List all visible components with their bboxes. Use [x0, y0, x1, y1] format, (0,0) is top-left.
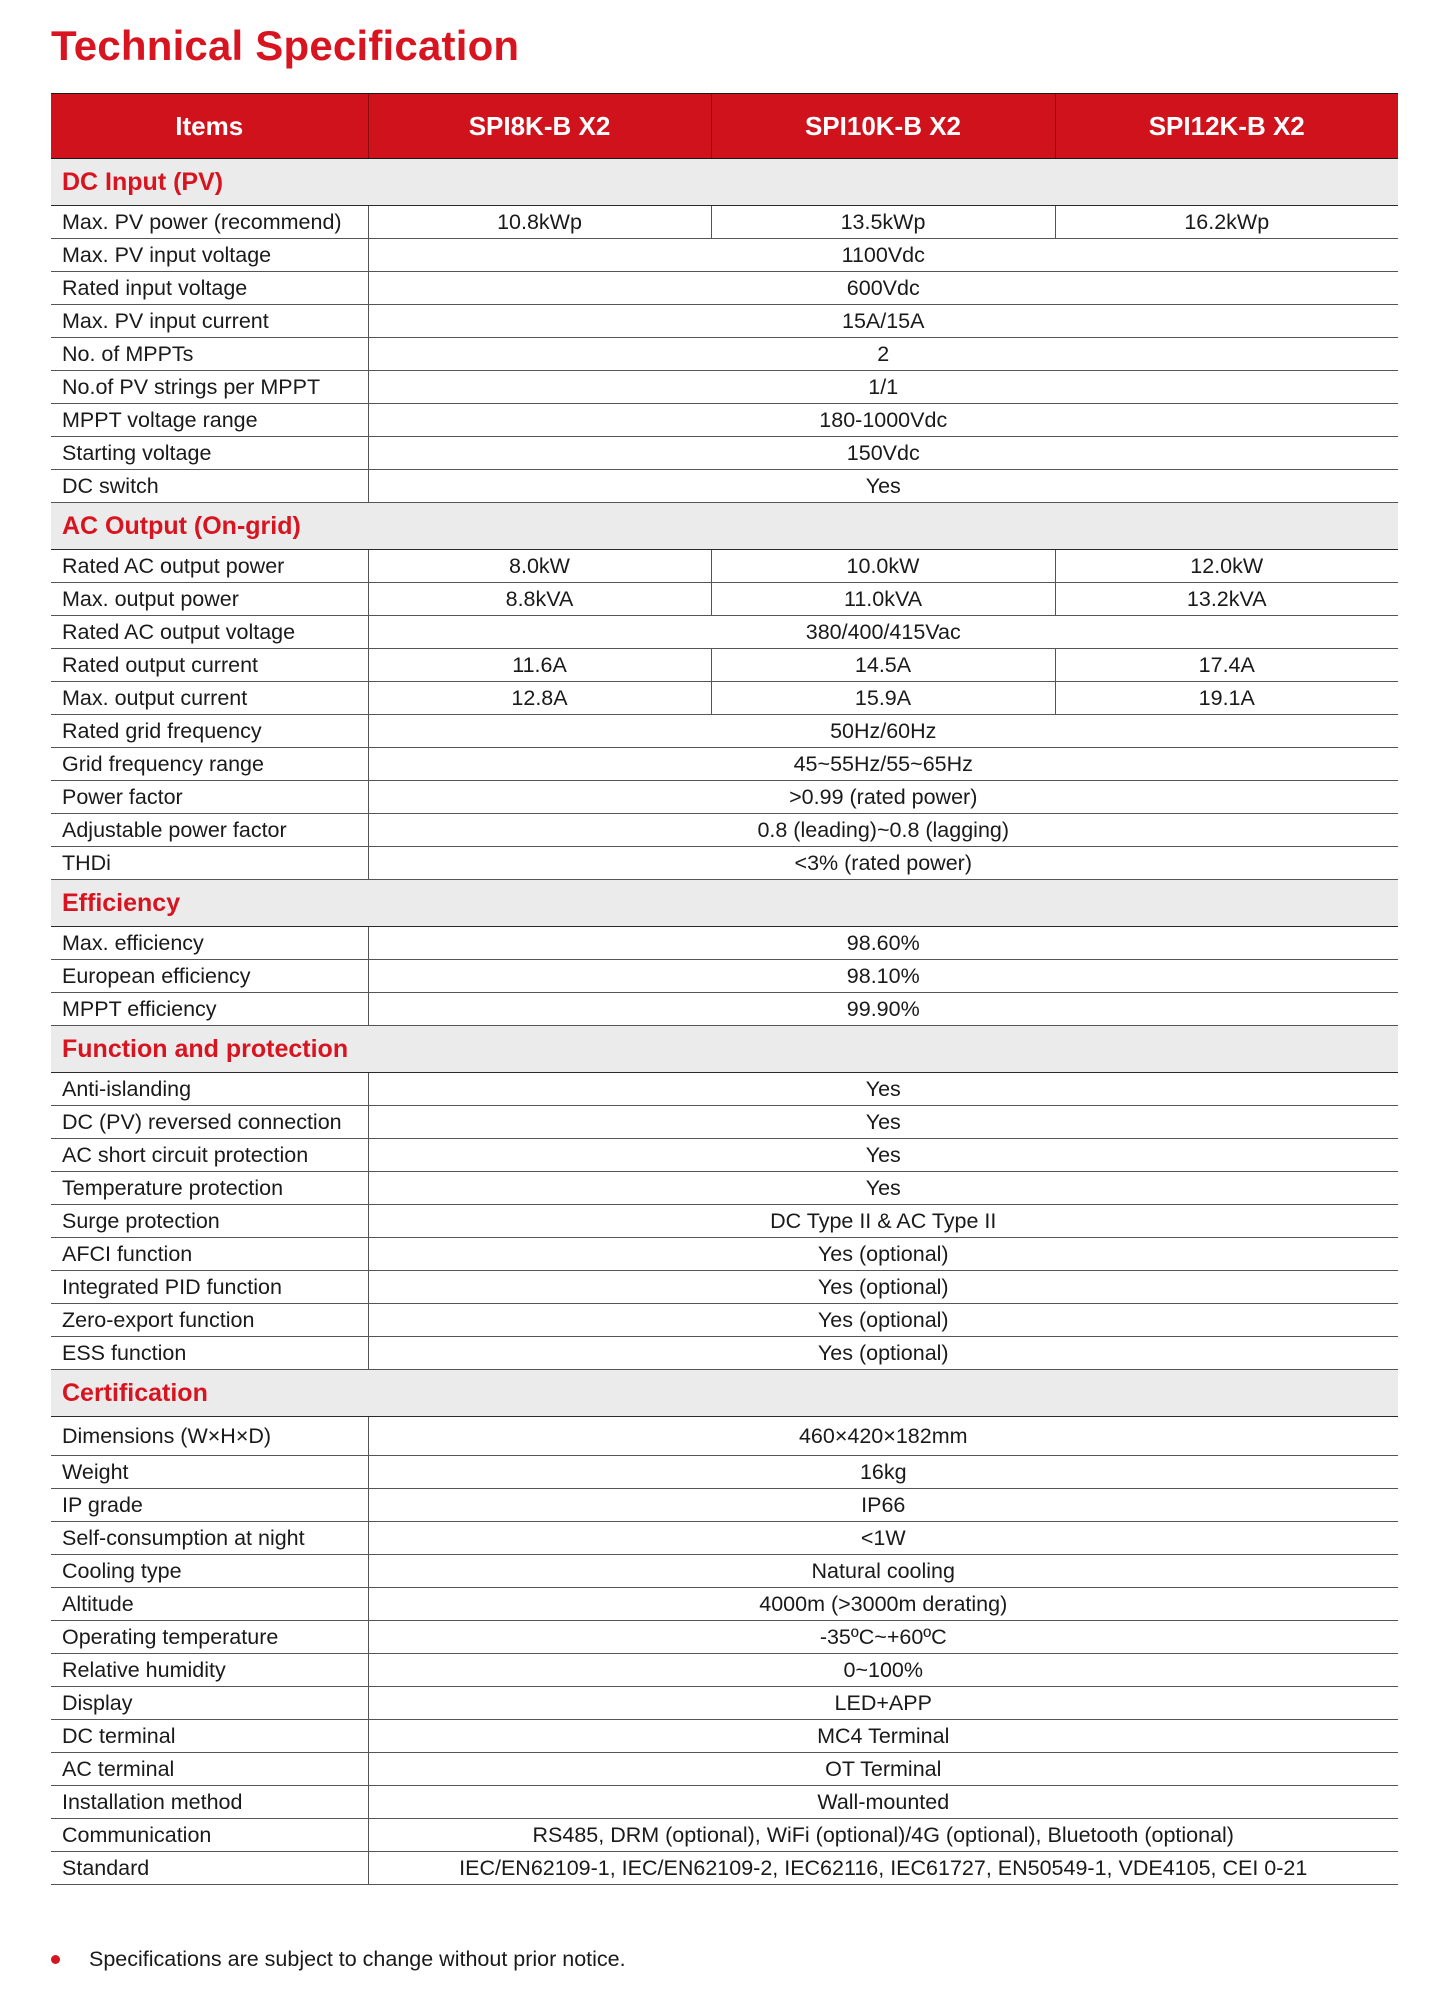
row-label: Altitude	[51, 1588, 368, 1621]
row-value: 98.60%	[368, 927, 1398, 960]
table-row	[51, 1687, 1398, 1720]
table-row	[51, 272, 1398, 305]
row-label: AC terminal	[51, 1753, 368, 1786]
row-label: Rated AC output power	[51, 550, 368, 583]
table-row	[51, 1753, 1398, 1786]
table-row	[51, 550, 1398, 583]
row-value: 16.2kWp	[1055, 206, 1398, 239]
row-label: Relative humidity	[51, 1654, 368, 1687]
row-label: Surge protection	[51, 1205, 368, 1238]
row-value: DC Type II & AC Type II	[368, 1205, 1398, 1238]
row-value: 10.8kWp	[368, 206, 711, 239]
table-row	[51, 1106, 1398, 1139]
table-row	[51, 470, 1398, 503]
row-label: No.of PV strings per MPPT	[51, 371, 368, 404]
row-value: -35ºC~+60ºC	[368, 1621, 1398, 1654]
row-value: 13.2kVA	[1055, 583, 1398, 616]
row-label: MPPT efficiency	[51, 993, 368, 1026]
row-label: Rated AC output voltage	[51, 616, 368, 649]
row-label: ESS function	[51, 1337, 368, 1370]
row-label: Anti-islanding	[51, 1073, 368, 1106]
row-value: 17.4A	[1055, 649, 1398, 682]
table-header-row	[51, 94, 1398, 159]
table-row	[51, 1588, 1398, 1621]
row-label: Max. output power	[51, 583, 368, 616]
row-label: AC short circuit protection	[51, 1139, 368, 1172]
row-value: Yes	[368, 1139, 1398, 1172]
row-label: Installation method	[51, 1786, 368, 1819]
table-row	[51, 616, 1398, 649]
table-row	[51, 781, 1398, 814]
header-model-1: SPI8K-B X2	[368, 94, 711, 159]
row-label: Max. PV power (recommend)	[51, 206, 368, 239]
table-row	[51, 993, 1398, 1026]
bullet-icon	[51, 1955, 60, 1964]
table-row	[51, 715, 1398, 748]
row-label: No. of MPPTs	[51, 338, 368, 371]
row-label: Operating temperature	[51, 1621, 368, 1654]
table-row	[51, 1417, 1398, 1456]
row-value: 1/1	[368, 371, 1398, 404]
section-title: AC Output (On-grid)	[51, 503, 1398, 550]
table-row	[51, 1720, 1398, 1753]
row-label: Standard	[51, 1852, 368, 1885]
row-value: 600Vdc	[368, 272, 1398, 305]
footnote-text: Specifications are subject to change without prior notice.	[89, 1947, 626, 1971]
row-label: European efficiency	[51, 960, 368, 993]
row-label: Weight	[51, 1456, 368, 1489]
row-label: MPPT voltage range	[51, 404, 368, 437]
table-row	[51, 371, 1398, 404]
row-value: Yes	[368, 1106, 1398, 1139]
table-row	[51, 1172, 1398, 1205]
section-header-row	[51, 880, 1398, 927]
section-header-row	[51, 159, 1398, 206]
row-value: 180-1000Vdc	[368, 404, 1398, 437]
row-value: 50Hz/60Hz	[368, 715, 1398, 748]
row-value: 11.6A	[368, 649, 711, 682]
row-value: 19.1A	[1055, 682, 1398, 715]
row-value: Yes	[368, 1073, 1398, 1106]
table-row	[51, 1139, 1398, 1172]
table-row	[51, 682, 1398, 715]
page-title: Technical Specification	[51, 22, 520, 69]
row-label: DC switch	[51, 470, 368, 503]
row-label: Rated input voltage	[51, 272, 368, 305]
section-title: Certification	[51, 1370, 1398, 1417]
table-row	[51, 1456, 1398, 1489]
row-value: 15.9A	[711, 682, 1055, 715]
table-row	[51, 1522, 1398, 1555]
row-value: 45~55Hz/55~65Hz	[368, 748, 1398, 781]
row-label: Max. output current	[51, 682, 368, 715]
row-value: Wall-mounted	[368, 1786, 1398, 1819]
table-row	[51, 1654, 1398, 1687]
row-label: Max. efficiency	[51, 927, 368, 960]
footnote	[51, 1947, 626, 1972]
row-value: 8.0kW	[368, 550, 711, 583]
table-row	[51, 239, 1398, 272]
table-row	[51, 960, 1398, 993]
row-value: 0~100%	[368, 1654, 1398, 1687]
section-header-row	[51, 1370, 1398, 1417]
row-value: Yes	[368, 1172, 1398, 1205]
header-model-2: SPI10K-B X2	[711, 94, 1055, 159]
row-value: IEC/EN62109-1, IEC/EN62109-2, IEC62116, IEC61727, EN50549-1, VDE4105, CEI 0-21	[368, 1852, 1398, 1885]
row-label: Dimensions (W×H×D)	[51, 1417, 368, 1456]
row-value: 12.8A	[368, 682, 711, 715]
section-title: DC Input (PV)	[51, 159, 1398, 206]
table-row	[51, 1555, 1398, 1588]
row-label: Adjustable power factor	[51, 814, 368, 847]
row-value: Yes	[368, 470, 1398, 503]
table-row	[51, 1621, 1398, 1654]
spec-table	[51, 93, 1398, 1885]
row-value: 15A/15A	[368, 305, 1398, 338]
row-label: Rated grid frequency	[51, 715, 368, 748]
row-label: IP grade	[51, 1489, 368, 1522]
row-label: Starting voltage	[51, 437, 368, 470]
section-title: Function and protection	[51, 1026, 1398, 1073]
row-label: AFCI function	[51, 1238, 368, 1271]
table-row	[51, 748, 1398, 781]
section-header-row	[51, 503, 1398, 550]
row-value: 8.8kVA	[368, 583, 711, 616]
table-row	[51, 1337, 1398, 1370]
row-label: Max. PV input current	[51, 305, 368, 338]
spec-body	[51, 159, 1398, 1885]
row-value: 99.90%	[368, 993, 1398, 1026]
row-label: THDi	[51, 847, 368, 880]
row-label: Self-consumption at night	[51, 1522, 368, 1555]
section-title: Efficiency	[51, 880, 1398, 927]
row-value: OT Terminal	[368, 1753, 1398, 1786]
table-row	[51, 814, 1398, 847]
row-value: 0.8 (leading)~0.8 (lagging)	[368, 814, 1398, 847]
row-label: Temperature protection	[51, 1172, 368, 1205]
row-value: 2	[368, 338, 1398, 371]
row-value: Yes (optional)	[368, 1304, 1398, 1337]
row-value: 10.0kW	[711, 550, 1055, 583]
row-value: <1W	[368, 1522, 1398, 1555]
row-value: Natural cooling	[368, 1555, 1398, 1588]
row-value: 12.0kW	[1055, 550, 1398, 583]
table-row	[51, 338, 1398, 371]
table-row	[51, 305, 1398, 338]
table-row	[51, 404, 1398, 437]
section-header-row	[51, 1026, 1398, 1073]
row-value: 16kg	[368, 1456, 1398, 1489]
header-items: Items	[51, 94, 368, 159]
row-value: RS485, DRM (optional), WiFi (optional)/4G (optional), Bluetooth (optional)	[368, 1819, 1398, 1852]
row-label: Integrated PID function	[51, 1271, 368, 1304]
row-value: 98.10%	[368, 960, 1398, 993]
table-row	[51, 1238, 1398, 1271]
row-value: 14.5A	[711, 649, 1055, 682]
row-label: Max. PV input voltage	[51, 239, 368, 272]
row-value: IP66	[368, 1489, 1398, 1522]
row-value: 380/400/415Vac	[368, 616, 1398, 649]
row-label: DC (PV) reversed connection	[51, 1106, 368, 1139]
header-model-3: SPI12K-B X2	[1055, 94, 1398, 159]
row-label: Cooling type	[51, 1555, 368, 1588]
row-value: 1100Vdc	[368, 239, 1398, 272]
row-value: 11.0kVA	[711, 583, 1055, 616]
table-row	[51, 206, 1398, 239]
row-value: >0.99 (rated power)	[368, 781, 1398, 814]
row-label: Zero-export function	[51, 1304, 368, 1337]
table-row	[51, 1819, 1398, 1852]
table-row	[51, 1205, 1398, 1238]
row-value: MC4 Terminal	[368, 1720, 1398, 1753]
table-row	[51, 1852, 1398, 1885]
table-row	[51, 1489, 1398, 1522]
table-row	[51, 1786, 1398, 1819]
row-label: Power factor	[51, 781, 368, 814]
row-value: Yes (optional)	[368, 1238, 1398, 1271]
table-row	[51, 437, 1398, 470]
row-label: Rated output current	[51, 649, 368, 682]
row-value: <3% (rated power)	[368, 847, 1398, 880]
table-row	[51, 1304, 1398, 1337]
row-label: Grid frequency range	[51, 748, 368, 781]
row-value: 150Vdc	[368, 437, 1398, 470]
table-row	[51, 649, 1398, 682]
table-row	[51, 1073, 1398, 1106]
row-value: Yes (optional)	[368, 1337, 1398, 1370]
row-value: 4000m (>3000m derating)	[368, 1588, 1398, 1621]
row-value: LED+APP	[368, 1687, 1398, 1720]
row-label: Communication	[51, 1819, 368, 1852]
table-row	[51, 1271, 1398, 1304]
row-value: 460×420×182mm	[368, 1417, 1398, 1456]
row-value: Yes (optional)	[368, 1271, 1398, 1304]
table-row	[51, 583, 1398, 616]
row-label: DC terminal	[51, 1720, 368, 1753]
row-label: Display	[51, 1687, 368, 1720]
row-value: 13.5kWp	[711, 206, 1055, 239]
table-row	[51, 927, 1398, 960]
table-row	[51, 847, 1398, 880]
